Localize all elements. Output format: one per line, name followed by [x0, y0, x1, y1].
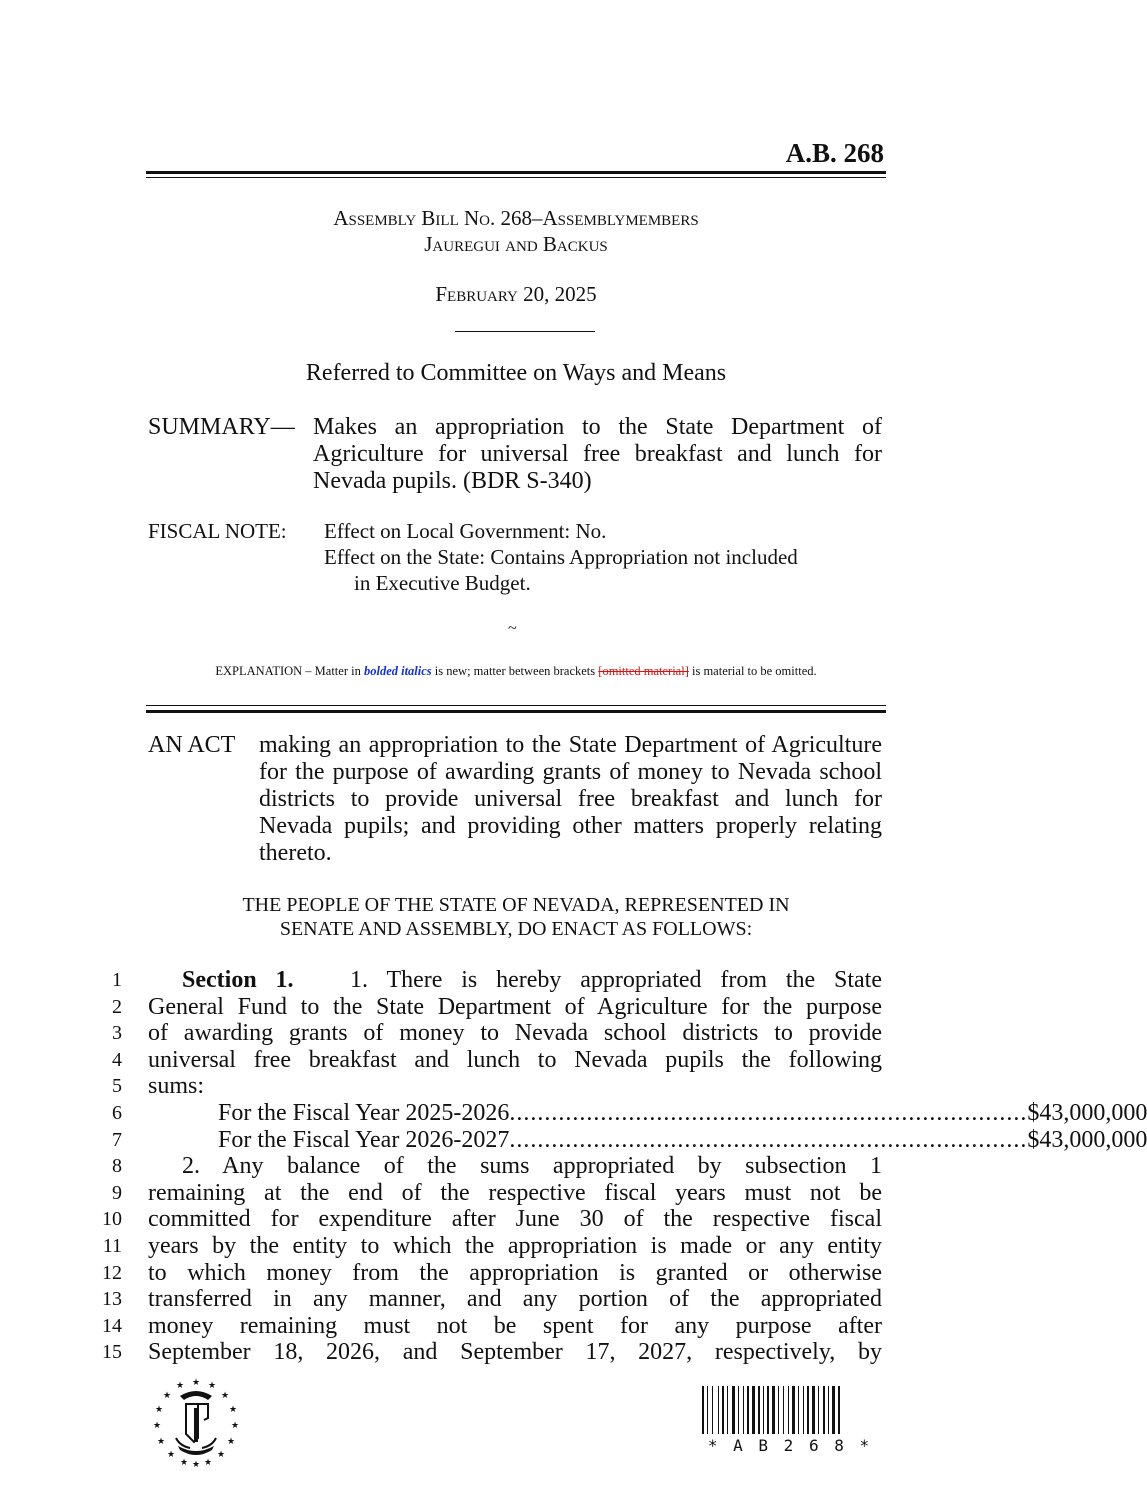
- bill-body: [0, 967, 1147, 1366]
- barcode-text: * A B 2 6 8 *: [707, 1436, 873, 1455]
- barcode-bar: [818, 1386, 819, 1434]
- act-text: making an appropriation to the State Department of Agriculture for the purpose of awarding grants of money to Nevada school districts to provide universal free breakfast and lunch for Nevada pupils; and providing other matters properly relating thereto.: [259, 732, 882, 866]
- barcode-bar: [763, 1386, 764, 1434]
- body-line: [0, 1047, 1024, 1074]
- line-number: 7: [112, 1128, 122, 1151]
- body-line: [0, 994, 1024, 1021]
- explanation-suffix: is material to be omitted.: [688, 664, 817, 678]
- explanation-omitted-matter: [omitted material]: [598, 664, 689, 678]
- explanation-prefix: EXPLANATION – Matter in: [215, 664, 364, 678]
- explanation-middle: is new; matter between brackets: [431, 664, 599, 678]
- svg-text:★: ★: [162, 1391, 172, 1401]
- body-line-text: sums:: [148, 1073, 205, 1100]
- barcode-bar: [798, 1386, 799, 1434]
- body-line: [0, 1313, 1024, 1340]
- line-number: 4: [112, 1048, 122, 1071]
- line-number: 1: [112, 969, 122, 991]
- appropriation-amount: $43,000,000: [1027, 1099, 1147, 1126]
- svg-text:★: ★: [220, 1391, 230, 1401]
- svg-text:★: ★: [156, 1437, 166, 1447]
- enacting-clause-line-2: SENATE AND ASSEMBLY, DO ENACT AS FOLLOWS:: [279, 918, 753, 940]
- fiscal-note-label: FISCAL NOTE:: [148, 519, 287, 543]
- enacting-clause: [146, 893, 886, 941]
- body-line: [0, 1286, 1024, 1313]
- svg-text:★: ★: [203, 1458, 213, 1468]
- bill-date: February 20, 2025: [435, 282, 597, 306]
- line-number: 14: [102, 1314, 122, 1337]
- barcode-bar: [783, 1386, 784, 1434]
- body-line-text: September 18, 2026, and September 17, 2027, respectively, by: [148, 1339, 882, 1366]
- barcode-bar: [792, 1386, 795, 1434]
- line-number: 10: [102, 1208, 122, 1231]
- appropriation-line: [0, 1126, 1147, 1154]
- tilde-separator: ~: [508, 620, 517, 637]
- svg-text:★: ★: [175, 1381, 185, 1391]
- fiscal-note-state: Effect on the State: Contains Appropriation not included: [324, 545, 798, 569]
- body-line: [0, 1339, 1024, 1366]
- body-line-text: [148, 967, 882, 994]
- fiscal-year-entry: [218, 1126, 1147, 1154]
- bill-number: A.B. 268: [785, 138, 884, 168]
- barcode-bar: [803, 1386, 804, 1434]
- body-line: [0, 1233, 1024, 1260]
- svg-text:★: ★: [228, 1405, 238, 1415]
- body-line: [0, 1180, 1024, 1207]
- svg-text:★: ★: [179, 1458, 189, 1468]
- barcode-bar: [823, 1386, 825, 1434]
- body-line: [0, 1153, 1024, 1180]
- barcode-bar: [718, 1386, 719, 1434]
- fiscal-year-entry: [218, 1099, 1147, 1127]
- line-number: 8: [112, 1155, 122, 1178]
- body-line-text: General Fund to the State Department of Agriculture for the purpose: [148, 993, 882, 1020]
- dot-leader: ..........................................................................: [509, 1126, 1028, 1153]
- barcode-bar: [767, 1386, 769, 1434]
- appropriation-amount: $43,000,000: [1027, 1126, 1147, 1153]
- body-line: [0, 1073, 1024, 1100]
- barcode-bar: [828, 1386, 829, 1434]
- body-line-text: of awarding grants of money to Nevada school districts to provide: [148, 1020, 882, 1047]
- barcode-bar: [752, 1386, 755, 1434]
- line-number: 2: [112, 995, 122, 1018]
- body-line-text: remaining at the end of the respective fiscal years must not be: [148, 1179, 882, 1206]
- fiscal-year-label: For the Fiscal Year 2025-2026: [218, 1099, 510, 1126]
- enacting-clause-line-1: THE PEOPLE OF THE STATE OF NEVADA, REPRESENTED IN: [242, 894, 790, 916]
- explanation: [146, 664, 886, 679]
- barcode-bar: [788, 1386, 789, 1434]
- svg-text:★: ★: [216, 1450, 226, 1460]
- body-line: [0, 1020, 1024, 1047]
- barcode-bar: [838, 1386, 840, 1434]
- body-line: [0, 1206, 1024, 1233]
- barcode-bar: [707, 1386, 708, 1434]
- svg-text:★: ★: [166, 1450, 176, 1460]
- barcode-bar: [807, 1386, 809, 1434]
- body-line-text: universal free breakfast and lunch to Nevada pupils the following: [148, 1046, 882, 1073]
- act-preamble: [148, 732, 882, 867]
- bill-title-line-2: Jauregui and Backus: [424, 232, 608, 256]
- line-number: 6: [112, 1101, 122, 1124]
- svg-text:★: ★: [191, 1460, 201, 1470]
- barcode-bar: [732, 1386, 735, 1434]
- body-line: [0, 1260, 1024, 1287]
- barcode-bar: [832, 1386, 835, 1434]
- line-number: 15: [102, 1341, 122, 1364]
- bill-title: [146, 205, 886, 257]
- explanation-new-matter: bolded italics: [363, 664, 432, 678]
- section-label: Section 1.: [182, 967, 294, 993]
- svg-text:★: ★: [152, 1421, 162, 1431]
- barcode-bar: [758, 1386, 760, 1434]
- line-number: 5: [112, 1075, 122, 1098]
- barcode-bar: [743, 1386, 744, 1434]
- committee-referral: Referred to Committee on Ways and Means: [305, 360, 727, 386]
- body-line-text: money remaining must not be spent for any purpose after: [148, 1312, 882, 1339]
- body-line-text: to which money from the appropriation is granted or otherwise: [148, 1259, 882, 1286]
- fiscal-note-local: Effect on Local Government: No.: [324, 519, 607, 543]
- line-number: 9: [112, 1181, 122, 1204]
- header-rule-bottom: [146, 177, 886, 178]
- barcode-bar: [702, 1386, 704, 1434]
- barcode-bar: [712, 1386, 713, 1434]
- body-line-text: 2. Any balance of the sums appropriated by subsection 1: [182, 1153, 882, 1180]
- line-number: 12: [102, 1261, 122, 1284]
- line-number: 13: [102, 1288, 122, 1311]
- barcode-bar: [778, 1386, 779, 1434]
- svg-text:★: ★: [207, 1381, 217, 1391]
- svg-text:★: ★: [191, 1378, 201, 1388]
- svg-text:★: ★: [154, 1405, 164, 1415]
- bill-title-line-1: Assembly Bill No. 268–Assemblymembers: [333, 206, 699, 230]
- nevada-state-seal-icon: [150, 1376, 242, 1468]
- appropriation-line: [0, 1099, 1147, 1127]
- barcode-bar: [738, 1386, 739, 1434]
- summary: [148, 414, 882, 495]
- summary-label: SUMMARY—: [148, 414, 295, 440]
- section-1-text: 1. There is hereby appropriated from the State: [350, 967, 882, 993]
- barcode-bar: [812, 1386, 815, 1434]
- body-line: [0, 967, 1024, 994]
- line-number: 11: [102, 1234, 122, 1257]
- barcode-bar: [747, 1386, 749, 1434]
- header-rule-top: [146, 171, 886, 174]
- svg-text:★: ★: [226, 1437, 236, 1447]
- barcode-icon: [700, 1386, 880, 1436]
- date-divider: [455, 331, 595, 332]
- line-number: 3: [112, 1022, 122, 1045]
- fiscal-note-state-cont: in Executive Budget.: [354, 571, 531, 595]
- dot-leader: ..........................................................................: [509, 1099, 1028, 1126]
- act-rule-top: [146, 705, 886, 706]
- act-label: AN ACT: [148, 732, 236, 758]
- barcode-bar: [772, 1386, 775, 1434]
- summary-text: Makes an appropriation to the State Department of Agriculture for universal free breakfast and lunch for Nevada pupils. (BDR S-340): [313, 414, 882, 494]
- svg-text:★: ★: [230, 1421, 240, 1431]
- barcode-bar: [722, 1386, 724, 1434]
- body-line-text: transferred in any manner, and any portion of the appropriated: [148, 1286, 882, 1313]
- body-line-text: committed for expenditure after June 30 of the respective fiscal: [148, 1206, 882, 1233]
- body-line-text: years by the entity to which the appropriation is made or any entity: [148, 1232, 882, 1259]
- fiscal-year-label: For the Fiscal Year 2026-2027: [218, 1126, 510, 1153]
- act-rule-bottom: [146, 710, 886, 713]
- fiscal-note: [148, 518, 882, 596]
- barcode-bar: [727, 1386, 728, 1434]
